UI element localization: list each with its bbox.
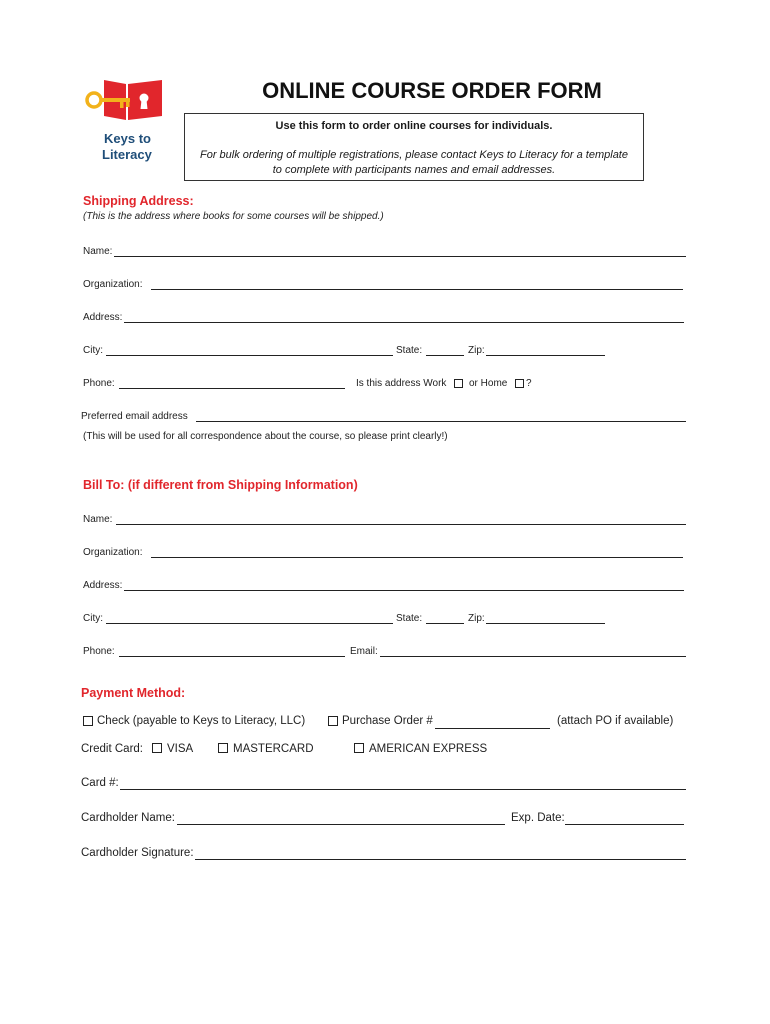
info-line2: For bulk ordering of multiple registrations, please contact Keys to Literacy for a template to complete with participants names and email addresses. [200, 149, 628, 176]
shipping-email-field[interactable] [196, 421, 686, 422]
billing-email-label: Email: [350, 646, 378, 657]
exp-date-field[interactable] [565, 824, 684, 825]
billing-zip-label: Zip: [468, 613, 485, 624]
cardholder-signature-label: Cardholder Signature: [81, 847, 194, 859]
shipping-zip-label: Zip: [468, 345, 485, 356]
purchase-order-field[interactable] [435, 728, 550, 729]
shipping-note: (This is the address where books for some courses will be shipped.) [83, 211, 384, 222]
shipping-zip-field[interactable] [486, 355, 605, 356]
shipping-heading: Shipping Address: [83, 194, 194, 208]
billing-city-field[interactable] [106, 623, 393, 624]
billing-address-field[interactable] [124, 590, 684, 591]
page-title: ONLINE COURSE ORDER FORM [262, 78, 602, 103]
visa-label: VISA [167, 743, 194, 755]
shipping-address-field[interactable] [124, 322, 684, 323]
purchase-order-note: (attach PO if available) [557, 715, 674, 727]
address-work-question: Is this address Work [356, 378, 447, 389]
shipping-state-field[interactable] [426, 355, 464, 356]
shipping-name-field[interactable] [114, 256, 686, 257]
billing-city-label: City: [83, 613, 103, 624]
billing-org-label: Organization: [83, 547, 143, 558]
shipping-org-field[interactable] [151, 289, 683, 290]
work-checkbox[interactable] [454, 379, 463, 388]
billing-email-field[interactable] [380, 656, 686, 657]
shipping-state-label: State: [396, 345, 423, 356]
question-mark: ? [526, 378, 532, 389]
amex-label: AMERICAN EXPRESS [369, 743, 488, 755]
billing-heading: Bill To: (if different from Shipping Information) [83, 478, 358, 492]
billing-address-label: Address: [83, 580, 123, 591]
mastercard-checkbox[interactable] [218, 743, 228, 753]
keys-to-literacy-logo [84, 76, 166, 166]
billing-org-field[interactable] [151, 557, 683, 558]
logo-text-line2: Literacy [102, 147, 152, 162]
billing-phone-field[interactable] [119, 656, 345, 657]
cardholder-name-label: Cardholder Name: [81, 812, 175, 824]
billing-zip-field[interactable] [486, 623, 605, 624]
cardholder-name-field[interactable] [177, 824, 505, 825]
billing-name-field[interactable] [116, 524, 686, 525]
shipping-org-label: Organization: [83, 279, 143, 290]
shipping-phone-field[interactable] [119, 388, 345, 389]
billing-name-label: Name: [83, 514, 113, 525]
purchase-order-label: Purchase Order # [342, 715, 433, 727]
payment-heading: Payment Method: [81, 686, 186, 700]
check-label: Check (payable to Keys to Literacy, LLC) [97, 715, 306, 727]
cardholder-signature-field[interactable] [195, 859, 686, 860]
shipping-city-label: City: [83, 345, 103, 356]
credit-card-label: Credit Card: [81, 743, 143, 755]
card-number-label: Card #: [81, 777, 119, 789]
address-home-label: or Home [469, 378, 508, 389]
visa-checkbox[interactable] [152, 743, 162, 753]
check-checkbox[interactable] [83, 716, 93, 726]
shipping-phone-label: Phone: [83, 378, 115, 389]
info-box [184, 113, 644, 181]
shipping-city-field[interactable] [106, 355, 393, 356]
billing-state-field[interactable] [426, 623, 464, 624]
shipping-name-label: Name: [83, 246, 113, 257]
exp-date-label: Exp. Date: [511, 812, 565, 824]
info-line1: Use this form to order online courses for individuals. [275, 120, 553, 132]
purchase-order-checkbox[interactable] [328, 716, 338, 726]
home-checkbox[interactable] [515, 379, 524, 388]
amex-checkbox[interactable] [354, 743, 364, 753]
mastercard-label: MASTERCARD [233, 743, 314, 755]
logo-text-line1: Keys to [104, 131, 151, 146]
card-number-field[interactable] [120, 789, 686, 790]
shipping-address-label: Address: [83, 312, 123, 323]
shipping-email-note: (This will be used for all correspondence about the course, so please print clearly!) [83, 431, 448, 442]
shipping-email-label: Preferred email address [81, 411, 188, 422]
billing-state-label: State: [396, 613, 423, 624]
billing-phone-label: Phone: [83, 646, 115, 657]
